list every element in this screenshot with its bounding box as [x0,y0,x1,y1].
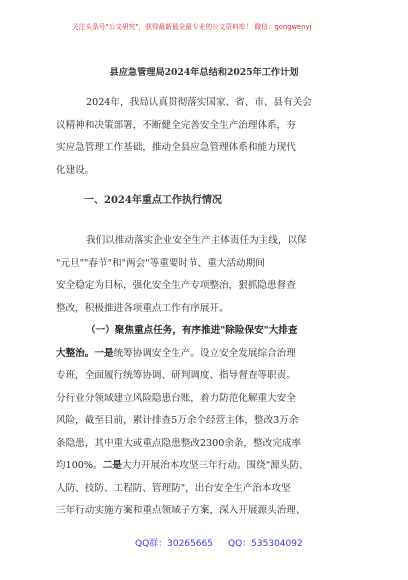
paragraph-line: "元旦""春节"和"两会"等重要时节、重大活动期间 [56,257,265,269]
paragraph-line: 专班，全面履行统筹协调、研判调度、指导督查等职责。 [56,370,296,381]
paragraph-line: 三年行动实施方案和重点领域子方案，深入开展源头治理、 [56,505,306,516]
subsection-heading: （一）聚焦重点任务，有序推进"除险保安"大排查 [86,325,298,336]
point-marker: 一是 [94,347,114,359]
point-marker: 二是 [102,460,122,471]
paragraph-line [56,455,356,478]
paragraph-line: 条隐患，其中重大或重点隐患整改2300余条，整改完成率 [56,437,302,449]
paragraph-line: 整改，积极推进各项重点工作有序展开。 [56,302,229,314]
subsection-heading-line [56,320,356,343]
intro-line: 化建设。 [56,164,95,176]
subsection1-paragraph [56,320,356,523]
intro-paragraph [56,92,356,182]
subsection-heading-cont: 大整治。 [56,347,95,359]
paragraph-text: 大力开展治本攻坚三年行动。围绕"源头防、 [121,460,309,471]
intro-line: 2024年，我局认真贯彻落实国家、省、市、县有关会 [86,97,312,108]
section1-paragraph [56,230,356,320]
paragraph-line: 人防、技防、工程防、管理防"，出台安全生产治本攻坚 [56,482,291,494]
paragraph-line: 分行业分领域建立风险隐患台账，着力防范化解重大安全 [56,392,296,404]
section-heading: 一、2024年重点工作执行情况 [84,195,222,206]
paragraph-text: 统筹协调安全生产。设立安全发展综合治理 [113,347,296,359]
paragraph-line: 安全稳定为目标，强化安全生产专项整治，狠抓隐患督查 [56,280,296,291]
paragraph-line [56,343,356,366]
qq-group: QQ群：30265665 [135,539,213,549]
intro-line: 实应急管理工作基础，推动全县应急管理体系和能力现代 [56,142,296,153]
document-title: 县应急管理局2024年总结和2025年工作计划 [109,67,299,78]
intro-line: 议精神和决策部署，不断健全完善安全生产治理体系，夯 [56,119,296,131]
paragraph-line: 风险，截至目前，累计排查5万余个经营主体，整改3万余 [56,415,299,426]
qq-contact: QQ：535304092 [228,539,303,549]
paragraph-line: 我们以推动落实企业安全生产主体责任为主线，以保 [86,235,307,246]
paragraph-text: 均100%。 [56,460,103,471]
promo-banner: 关注头条号"公文研究"，获得最新最全最专业的公文资料库！ 微信：gongwenyj [72,23,312,31]
